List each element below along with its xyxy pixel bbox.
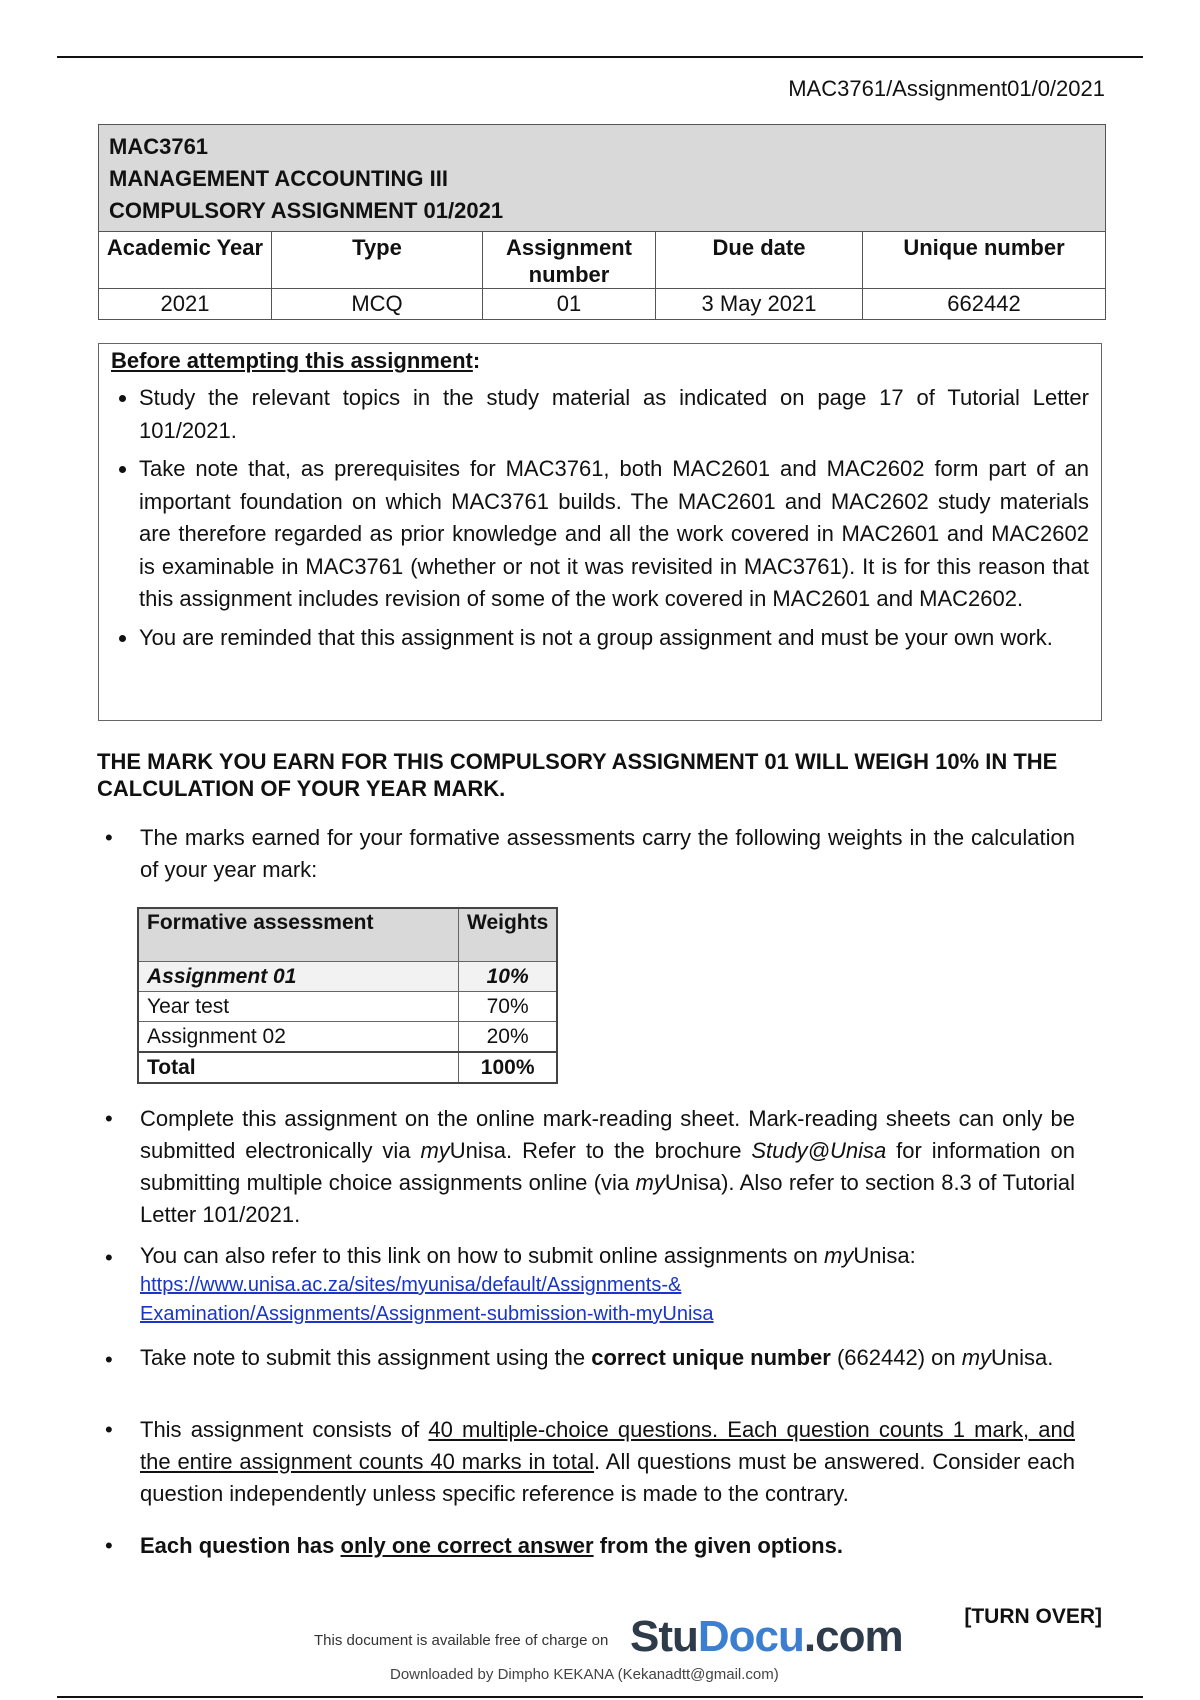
bottom-rule <box>57 1696 1143 1698</box>
bullet-icon: • <box>105 1347 113 1372</box>
turn-over-label: [TURN OVER] <box>964 1605 1102 1628</box>
before-heading: Before attempting this assignment: <box>111 348 481 373</box>
bullet-icon: • <box>105 1417 113 1442</box>
list-item: • You are reminded that this assignment is not a group assignment and must be your own work. <box>139 622 1089 655</box>
value-unique-number: 662442 <box>863 289 1106 320</box>
value-academic-year: 2021 <box>160 291 210 316</box>
bullet-icon: • <box>105 825 113 850</box>
assignment-header-table <box>98 124 1106 320</box>
value-type: MCQ <box>272 289 483 320</box>
list-item: • Study the relevant topics in the study material as indicated on page 17 of Tutorial Letter 101/2021. <box>139 382 1089 447</box>
footer-downloaded-by: Downloaded by Dimpho KEKANA (Kekanadtt@gmail.com) <box>390 1666 779 1683</box>
weights-table <box>137 907 558 1084</box>
row-name: Assignment 01 <box>138 962 459 992</box>
assignment-title: COMPULSORY ASSIGNMENT 01/2021 <box>109 198 504 223</box>
submission-link[interactable]: https://www.unisa.ac.za/sites/myunisa/default/Assignments-& <box>140 1274 682 1296</box>
col-academic-year: Academic Year <box>99 232 272 289</box>
table-row <box>138 992 557 1022</box>
col-assignment-number: Assignment number <box>483 232 656 289</box>
row-weight: 20% <box>459 1022 558 1053</box>
module-code: MAC3761 <box>109 134 209 159</box>
bullet-icon: • <box>105 1533 113 1558</box>
value-due-date: 3 May 2021 <box>656 289 863 320</box>
weights-header-assessment: Formative assessment <box>138 908 459 962</box>
bullet-icon: • <box>105 1106 113 1131</box>
col-due-date: Due date <box>656 232 863 289</box>
document-reference: MAC3761/Assignment01/0/2021 <box>788 76 1105 101</box>
bullet-text: Each question has only one correct answer from the given options. <box>140 1533 843 1558</box>
col-unique-number: Unique number <box>863 232 1106 289</box>
value-assignment-number: 01 <box>483 289 656 320</box>
footer-available-text: This document is available free of charge on <box>314 1632 609 1649</box>
module-name: MANAGEMENT ACCOUNTING III <box>109 166 448 191</box>
row-name: Assignment 02 <box>138 1022 459 1053</box>
bullet-text: The marks earned for your formative assessments carry the following weights in the calculation of your year mark: <box>140 825 1075 882</box>
before-list <box>111 382 1089 654</box>
row-name: Total <box>138 1052 459 1083</box>
submission-link-cont[interactable]: Examination/Assignments/Assignment-submission-with-myUnisa <box>140 1303 714 1325</box>
before-attempting-box <box>98 343 1102 721</box>
bullet-text: Complete this assignment on the online mark-reading sheet. Mark-reading sheets can only be submitted electronically via myUnisa. Refer to the brochure Study@Unisa for information on submitting multiple choice assignments online (via myUnisa). Also refer to section 8.3 of Tutorial Letter 101/2021. <box>140 1106 1076 1227</box>
bullet-text: This assignment consists of 40 multiple-choice questions. Each question counts 1 mark, and the entire assignment counts 40 marks in total. All questions must be answered. Consider each question independently unless specific reference is made to the contrary. <box>140 1417 1075 1506</box>
bullet-text: You can also refer to this link on how to submit online assignments on myUnisa: https://www.unisa.ac.za/sites/myunisa/default/Assignments-& Examination/Assignments/Assignment-submission-with-myUnisa <box>140 1243 916 1325</box>
weight-notice: THE MARK YOU EARN FOR THIS COMPULSORY ASSIGNMENT 01 WILL WEIGH 10% IN THE CALCULATION OF YOUR YEAR MARK. <box>97 749 1058 801</box>
table-row <box>138 962 557 992</box>
bullet-text: Take note to submit this assignment using the correct unique number (662442) on myUnisa. <box>140 1345 1054 1370</box>
studocu-logo[interactable]: StuDocu.com <box>630 1612 903 1661</box>
row-weight: 100% <box>459 1052 558 1083</box>
row-weight: 10% <box>459 962 558 992</box>
studocu-footer <box>300 1610 903 1690</box>
top-rule <box>57 56 1143 58</box>
bullet-icon: • <box>105 1245 113 1270</box>
weights-header-weights: Weights <box>459 908 558 962</box>
table-row-total <box>138 1052 557 1083</box>
header-title-block <box>99 125 1105 232</box>
col-type: Type <box>272 232 483 289</box>
row-name: Year test <box>138 992 459 1022</box>
row-weight: 70% <box>459 992 558 1022</box>
list-item: • Take note that, as prerequisites for MAC3761, both MAC2601 and MAC2602 form part of an important foundation on which MAC3761 builds. The MAC2601 and MAC2602 study materials are therefore regarded as prior knowledge and all the work covered in MAC2601 and MAC2602 is examinable in MAC3761 (whether or not it was revisited in MAC3761). It is for this reason that this assignment includes revision of some of the work covered in MAC2601 and MAC2602. <box>139 453 1089 616</box>
table-row <box>138 1022 557 1053</box>
